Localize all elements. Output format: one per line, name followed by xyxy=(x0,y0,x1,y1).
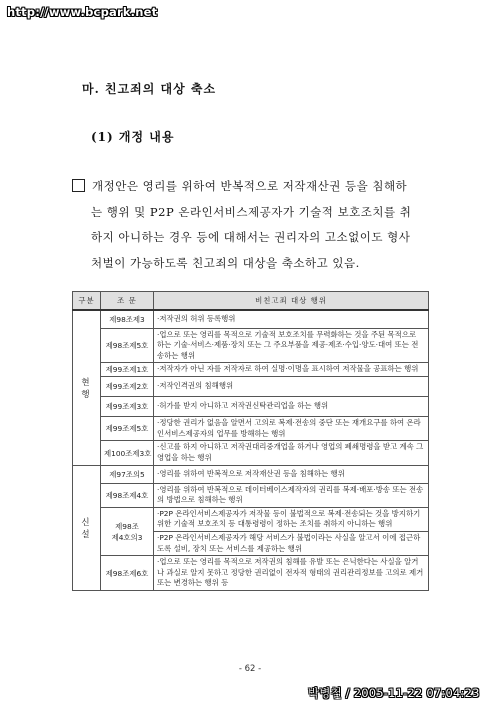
article-cell: 제99조제3호 xyxy=(101,397,154,417)
table-row xyxy=(73,483,429,507)
article-cell: 제98조제3 xyxy=(101,310,154,328)
header-category: 구분 xyxy=(73,292,101,311)
paragraph-line: 는 행위 및 P2P 온라인서비스제공자가 기술적 보호조치를 취 xyxy=(91,204,412,219)
summary-paragraph xyxy=(72,174,444,276)
act-cell: ·정당한 권리가 없음을 알면서 고의로 복제·전송의 중단 또는 재개요구를 하여 온라인서비스제공자의 업무를 방해하는 행위 xyxy=(154,417,429,441)
act-cell: ·영리를 위하여 반복적으로 저작재산권 등을 침해하는 행위 xyxy=(154,465,429,483)
paragraph-line xyxy=(72,174,444,200)
act-cell: ·P2P 온라인서비스제공자가 저작물 등이 불법적으로 복제·전송되는 것을 방지하기 위한 기술적 보호조치 등 대통령령이 정하는 조치를 취하지 아니하는 행위 xyxy=(154,507,429,531)
article-cell: 제100조제3호 xyxy=(101,441,154,465)
header-article: 조 문 xyxy=(101,292,154,311)
table-header-row xyxy=(73,292,429,311)
act-cell: ·업으로 또는 영리를 목적으로 기술적 보호조치를 무력화하는 것을 주된 목적으로 하는 기술·서비스·제품·장치 또는 그 주요부품을 제공·제조·수입·양도·대여 또는 전송하는 행위 xyxy=(154,328,429,363)
table-row xyxy=(73,328,429,363)
subsection-title: (1) 개정 내용 xyxy=(91,130,175,144)
act-cell: ·저작인격권의 침해행위 xyxy=(154,377,429,397)
article-cell: 제98조 제4호의3 xyxy=(101,507,154,555)
table-row xyxy=(73,507,429,531)
square-bullet-icon xyxy=(72,179,85,192)
act-cell: ·신고를 하지 아니하고 저작권대리중개업을 하거나 영업의 폐쇄명령을 받고 계속 그 영업을 하는 행위 xyxy=(154,441,429,465)
act-cell: ·허가를 받지 아니하고 저작권신탁관리업을 하는 행위 xyxy=(154,397,429,417)
page-number: - 62 - xyxy=(238,664,262,674)
header-act: 비친고죄 대상 행위 xyxy=(154,292,429,311)
article-cell: 제99조제1호 xyxy=(101,363,154,377)
act-cell: ·P2P 온라인서비스제공자가 해당 서비스가 불법이라는 사실을 알고서 이에 접근하도록 설비, 장치 또는 서비스를 제공하는 행위 xyxy=(154,532,429,556)
act-cell: ·저작자가 아닌 자를 저작자로 하여 실명·이명을 표시하여 저작물을 공표하는 행위 xyxy=(154,363,429,377)
paragraph-line-text: 개정안은 영리를 위하여 반복적으로 저작재산권 등을 침해하 xyxy=(92,179,408,193)
watermark-url: http://www.bcpark.net xyxy=(7,5,158,19)
offense-table xyxy=(72,291,429,591)
article-cell: 제99조제2호 xyxy=(101,377,154,397)
article-cell: 제97조의5 xyxy=(101,465,154,483)
table-row xyxy=(73,397,429,417)
paragraph-line: 처벌이 가능하도록 친고죄의 대상을 축소하고 있음. xyxy=(91,255,360,270)
group-label-current: 현 행 xyxy=(73,310,101,465)
table-row xyxy=(73,556,429,591)
table-row xyxy=(73,363,429,377)
article-cell: 제98조제5호 xyxy=(101,328,154,363)
act-cell: ·영리를 위하여 반복적으로 데이터베이스제작자의 권리를 복제·배포·방송 또는 전송의 방법으로 침해하는 행위 xyxy=(154,483,429,507)
table-row xyxy=(73,441,429,465)
act-cell: ·저작권의 허위 등록행위 xyxy=(154,310,429,328)
footer-stamp: 박병철 / 2005-11-22 07:04:23 xyxy=(308,686,480,700)
table-row xyxy=(73,465,429,483)
group-label-new: 신 설 xyxy=(73,465,101,590)
table-row xyxy=(73,417,429,441)
act-cell: ·업으로 또는 영리를 목적으로 저작권의 침해를 유발 또는 은닉한다는 사실을 알거나 과실로 알지 못하고 정당한 권리없이 전자적 형태의 권리관리정보를 고의로 제거 또는 변경하는 행위 등 xyxy=(154,556,429,591)
article-cell: 제98조제6호 xyxy=(101,556,154,591)
paragraph-line: 하지 아니하는 경우 등에 대해서는 권리자의 고소없이도 형사 xyxy=(91,230,411,244)
table-row xyxy=(73,310,429,328)
article-cell: 제98조제4호 xyxy=(101,483,154,507)
section-title: 마. 친고죄의 대상 축소 xyxy=(82,82,217,96)
article-cell: 제99조제5호 xyxy=(101,417,154,441)
table-row xyxy=(73,377,429,397)
